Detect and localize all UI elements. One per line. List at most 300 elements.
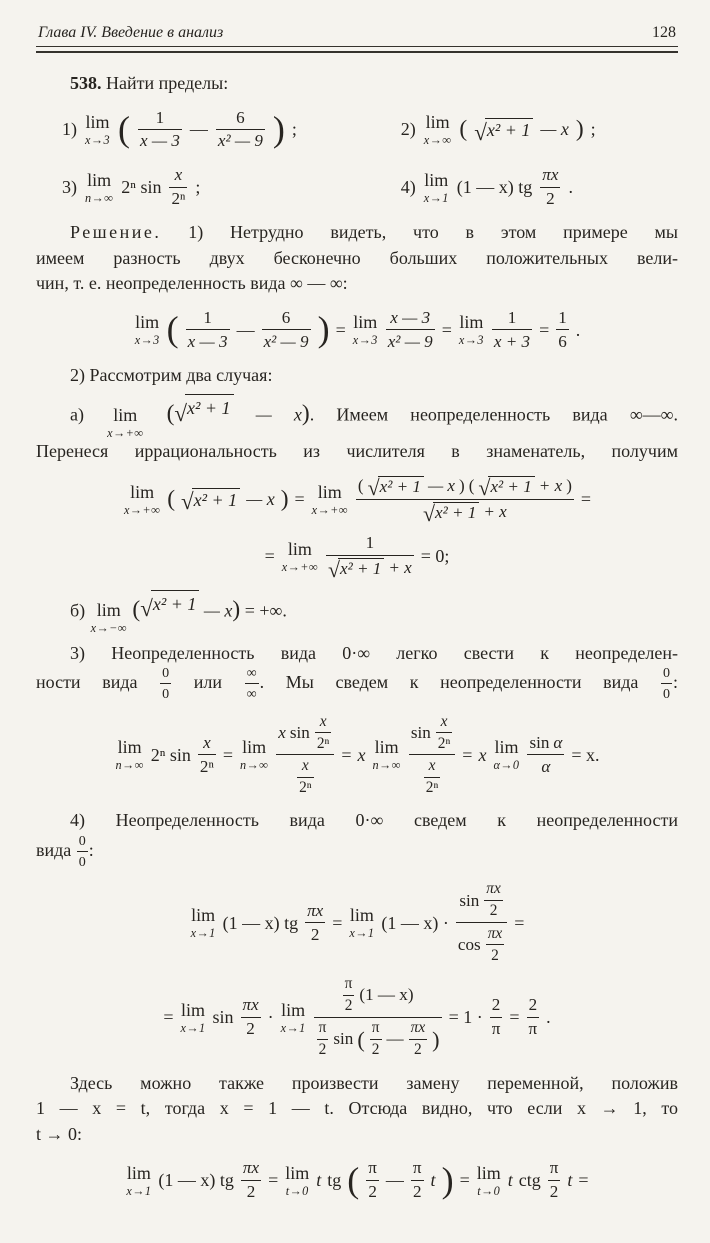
problem-3 (62, 166, 401, 208)
lim-word: lim (374, 737, 399, 758)
frac-num (276, 714, 334, 752)
limit-operator (124, 483, 160, 516)
equals: = (341, 744, 352, 765)
fraction (343, 976, 355, 1014)
frac-den: ∞ (246, 685, 257, 702)
sin-fn: sin (410, 722, 431, 742)
fraction (216, 109, 265, 151)
punct: : (673, 672, 679, 693)
lim-word: lim (424, 169, 449, 190)
equation-4-line-2 (36, 976, 678, 1059)
fraction (411, 1159, 424, 1201)
math-token: = +∞. (244, 600, 287, 621)
equals: = (578, 1170, 589, 1191)
ctg-fn: ctg (518, 1170, 541, 1191)
equation-4-line-1 (36, 881, 678, 964)
fraction (492, 309, 532, 351)
right-paren: ) (232, 596, 241, 623)
sqrt-body: x² + 1 (378, 476, 424, 496)
equation-3 (36, 714, 678, 797)
frac-den (314, 1020, 442, 1058)
sqrt-radical (367, 475, 424, 500)
limit-operator (85, 113, 110, 146)
text: . Имеем неопределенность вида ∞—∞. (309, 404, 678, 425)
problem-title: Найти пределы: (106, 73, 229, 93)
limit-operator (493, 738, 519, 771)
frac-num: 1 (203, 307, 212, 327)
math-token: — x (540, 118, 569, 139)
lim-subscript: x→1 (280, 1020, 306, 1035)
frac-den: x — 3 (187, 331, 228, 351)
lim-word: lim (281, 999, 306, 1020)
equation-2-line-2 (36, 533, 678, 582)
frac-den: 2ⁿ (437, 734, 451, 752)
text: или (193, 672, 222, 693)
frac-bar (556, 329, 569, 330)
limit-operator (107, 406, 143, 439)
frac-num: πx (410, 1019, 426, 1037)
minus-op: — (385, 1170, 404, 1191)
lim-word: lim (317, 481, 342, 502)
fraction (409, 714, 455, 797)
frac-bar (216, 129, 265, 130)
frac-bar (548, 1180, 561, 1181)
right-paren: ) (459, 476, 465, 496)
sqrt-radical (327, 557, 384, 582)
fraction (424, 758, 441, 796)
text-line: Перенеся иррациональность из числителя в знаменатель, получим (36, 440, 678, 461)
fraction (186, 309, 230, 351)
fraction (661, 666, 672, 701)
tg-fn: tg (327, 1170, 342, 1191)
frac-den (421, 758, 444, 796)
limit-operator (373, 738, 401, 771)
frac-den (326, 557, 414, 582)
frac-den: 2 (371, 1041, 380, 1059)
math-token: (1 — x) (359, 985, 414, 1005)
sqrt-radical (423, 501, 479, 526)
math-token: — x (203, 600, 233, 621)
frac-num: ∞ (246, 665, 257, 682)
math-token: = 0; (420, 546, 450, 567)
equals: = (509, 1007, 520, 1028)
frac-bar (661, 683, 672, 684)
limit-operator (459, 313, 484, 346)
lim-word: lim (494, 737, 519, 758)
fraction (276, 714, 334, 797)
frac-num: πx (487, 924, 503, 942)
frac-den: x² — 9 (387, 331, 433, 351)
frac-bar (356, 499, 574, 500)
sqrt-sign: √ (174, 399, 188, 426)
frac-bar (409, 754, 455, 755)
frac-den: 2ⁿ (425, 779, 439, 797)
math-token: = x. (571, 744, 600, 765)
frac-bar (262, 329, 311, 330)
limit-operator (135, 313, 160, 346)
frac-num: πx (242, 1158, 260, 1178)
frac-num: x (203, 733, 211, 753)
frac-bar (305, 922, 325, 923)
punct: . (575, 319, 581, 340)
frac-den: 2 (368, 1182, 377, 1202)
text-line: имеем разность двух бесконечно больших положительных вели- (36, 247, 678, 268)
frac-bar (169, 187, 187, 188)
math-token: x (278, 722, 286, 742)
left-paren: ( (357, 476, 364, 496)
lim-word: lim (242, 737, 267, 758)
sqrt-radical (181, 488, 240, 515)
lim-word: lim (126, 1162, 151, 1183)
frac-den: 2 (344, 997, 353, 1015)
frac-bar (314, 1017, 442, 1018)
frac-den: 2ⁿ (199, 756, 214, 776)
frac-num: 1 (365, 533, 375, 553)
sqrt-body: x² + 1 (151, 590, 200, 618)
frac-num: π (344, 974, 353, 992)
frac-den: α (541, 756, 551, 776)
lim-subscript: n→∞ (240, 758, 269, 773)
limit-operator (285, 1164, 309, 1197)
frac-num: x (440, 712, 448, 730)
sqrt-body: x² + 1 (338, 558, 384, 578)
right-paren: ) (566, 476, 572, 496)
frac-den: 2 (318, 1041, 327, 1059)
frac-num: 0 (162, 665, 170, 682)
fraction (160, 666, 171, 701)
punct: ; (590, 118, 596, 139)
lim-subscript: x→3 (85, 132, 110, 147)
solution-paragraph-5 (36, 1071, 678, 1148)
equals: = (580, 489, 592, 510)
fraction (540, 166, 560, 208)
frac-num: x (301, 756, 309, 774)
lim-subscript: α→0 (493, 758, 520, 773)
frac-bar (436, 732, 453, 733)
left-paren: ( (117, 109, 130, 150)
lim-word: lim (425, 111, 450, 132)
fraction (456, 881, 507, 964)
math-token: — x (246, 489, 275, 510)
frac-bar (77, 851, 88, 852)
sin-fn: sin (529, 733, 550, 753)
fraction (262, 309, 311, 351)
frac-num (409, 714, 455, 752)
frac-num: π (368, 1158, 377, 1178)
frac-num (340, 976, 416, 1014)
fraction (484, 881, 503, 919)
frac-bar (241, 1180, 261, 1181)
lim-word: lim (96, 600, 121, 621)
limit-operator (424, 171, 449, 204)
equals: = (441, 319, 452, 340)
lim-subscript: t→0 (477, 1183, 501, 1198)
frac-den: 2 (546, 189, 555, 209)
limit-operator (115, 738, 143, 771)
equals: = (332, 912, 343, 933)
math-token: — x (427, 476, 456, 496)
problem-2-label: 2) (400, 118, 416, 139)
sqrt-sign: √ (474, 118, 487, 145)
frac-bar (424, 777, 441, 778)
frac-den: π (528, 1019, 538, 1039)
lim-word: lim (180, 999, 205, 1020)
fraction (366, 1159, 379, 1201)
frac-den: 2 (489, 902, 498, 920)
frac-num: 6 (236, 107, 245, 127)
limit-operator (240, 738, 268, 771)
minus-op: — (386, 1029, 404, 1049)
equation-5 (36, 1159, 678, 1201)
punct: : (88, 839, 94, 860)
limit-operator (126, 1164, 151, 1197)
frac-num: π (371, 1019, 380, 1037)
case-a-paragraph (36, 394, 678, 464)
equals: = (268, 1170, 279, 1191)
sin-fn: sin (459, 890, 480, 910)
frac-num: x (319, 712, 327, 730)
lim-word: lim (349, 905, 374, 925)
frac-den: 2 (491, 946, 499, 964)
right-paren: ) (280, 485, 289, 512)
left-paren: ( (459, 116, 468, 143)
math-token: 2ⁿ sin (121, 176, 162, 197)
right-paren: ) (272, 109, 285, 150)
limit-operator (91, 601, 127, 634)
fraction (138, 109, 182, 151)
lim-subscript: x→1 (180, 1020, 206, 1035)
frac-num: 1 (507, 307, 517, 327)
frac-bar (317, 1039, 329, 1040)
fraction (314, 976, 442, 1059)
lim-word: lim (130, 481, 155, 502)
fraction (315, 714, 332, 752)
fraction (527, 996, 540, 1038)
left-paren: ( (166, 309, 179, 350)
frac-num: 6 (281, 307, 291, 327)
frac-bar (241, 1017, 261, 1018)
sin-fn: sin (289, 722, 310, 742)
case-a-label: а) (70, 404, 84, 425)
frac-bar (315, 732, 332, 733)
cos-fn: cos (457, 934, 481, 954)
sqrt-sign: √ (181, 488, 194, 515)
frac-num: πx (542, 165, 559, 185)
sqrt-radical (474, 118, 533, 145)
frac-bar (370, 1039, 382, 1040)
solution-paragraph-1 (36, 220, 678, 297)
lim-subscript: x→1 (126, 1183, 152, 1198)
left-paren: ( (468, 476, 475, 496)
left-paren: ( (347, 1159, 360, 1200)
problem-statement (36, 71, 678, 97)
frac-num: π (412, 1158, 422, 1178)
lim-word: lim (285, 1162, 310, 1183)
limit-operator (353, 313, 378, 346)
text-line: чин, т. е. неопределенность вида ∞ — ∞: (36, 273, 348, 294)
right-paren: ) (575, 116, 584, 143)
frac-bar (490, 1017, 503, 1018)
text: ности вида (36, 672, 138, 693)
math-token: (1 — x) tg (222, 912, 299, 933)
frac-bar (245, 683, 259, 684)
frac-num: 1 (558, 307, 567, 327)
equation-1 (36, 309, 678, 351)
fraction (370, 1020, 382, 1058)
frac-bar (527, 1017, 540, 1018)
math-token: t (507, 1170, 513, 1191)
lim-word: lim (191, 905, 216, 925)
sqrt-sign: √ (367, 475, 380, 500)
right-paren: ) (432, 1026, 440, 1052)
limit-operator (424, 113, 452, 146)
sqrt-sign: √ (140, 595, 153, 622)
frac-num: 2 (528, 995, 538, 1015)
frac-num (527, 734, 564, 752)
lim-word: lim (113, 404, 138, 425)
math-token: + x (538, 476, 563, 496)
fraction (241, 996, 261, 1038)
fraction (486, 926, 505, 964)
fraction (326, 533, 414, 582)
frac-den: 2 (412, 1182, 422, 1202)
lim-subscript: x→+∞ (107, 425, 144, 440)
fraction (77, 834, 88, 869)
fraction (490, 996, 503, 1038)
frac-bar (297, 777, 314, 778)
lim-subscript: x→−∞ (90, 621, 127, 636)
limit-operator (85, 171, 113, 204)
frac-den: 0 (663, 685, 671, 702)
minus-op: — (236, 319, 255, 340)
text-line (36, 834, 678, 869)
frac-den: x — 3 (139, 131, 180, 151)
frac-den: 2 (549, 1182, 559, 1202)
dot-op: · (267, 1007, 274, 1028)
punct: ; (291, 118, 297, 139)
problem-number: 538. (70, 73, 102, 93)
math-token: (1 — x) tg (158, 1170, 234, 1191)
frac-den: 6 (558, 331, 567, 351)
frac-num: πx (242, 995, 259, 1015)
problems-grid (36, 109, 678, 209)
fraction (409, 1020, 428, 1058)
lim-subscript: x→+∞ (311, 502, 348, 517)
fraction (548, 1159, 561, 1201)
text: 1) Нетрудно видеть, что в этом примере мы (188, 222, 679, 243)
frac-bar (409, 1039, 428, 1040)
fraction (297, 758, 314, 796)
sqrt-sign: √ (478, 475, 491, 500)
sqrt-body: x² + 1 (185, 394, 234, 422)
text-line: Здесь можно также произвести замену переменной, положив (70, 1072, 678, 1093)
solution-paragraph-4 (36, 808, 678, 869)
lim-subscript: n→∞ (115, 758, 144, 773)
sqrt-body: x² + 1 (488, 476, 534, 496)
frac-den (294, 758, 317, 796)
frac-den: 2 (414, 1041, 422, 1059)
frac-den: 2 (246, 1182, 256, 1202)
lim-subscript: x→3 (352, 333, 378, 348)
frac-bar (186, 329, 230, 330)
frac-den: 2 (310, 924, 320, 944)
fraction (556, 309, 569, 351)
problem-1 (62, 109, 401, 151)
equals: = (264, 546, 275, 567)
equation-2-line-1 (36, 475, 678, 526)
fraction (241, 1159, 261, 1201)
frac-den: 2ⁿ (171, 189, 186, 209)
lim-subscript: x→+∞ (281, 559, 318, 574)
frac-bar (343, 995, 355, 996)
solution-paragraph-3 (36, 641, 678, 702)
right-paren: ) (317, 309, 330, 350)
frac-den: x² — 9 (263, 331, 309, 351)
frac-bar (486, 944, 505, 945)
math-token: α (553, 733, 563, 753)
header-rule (36, 47, 678, 53)
problem-3-label: 3) (62, 176, 77, 197)
lim-word: lim (87, 169, 112, 190)
frac-den (456, 926, 507, 964)
math-token: + x (388, 558, 412, 578)
left-paren: ( (132, 596, 141, 623)
page-header (36, 24, 678, 47)
frac-den: x² — 9 (217, 131, 263, 151)
sin-fn: sin (212, 1007, 234, 1028)
lim-subscript: t→0 (285, 1183, 309, 1198)
equals: = (294, 489, 305, 510)
sqrt-body: x² + 1 (433, 502, 479, 522)
frac-num: 1 (155, 107, 165, 127)
frac-bar (160, 683, 171, 684)
sqrt-radical (140, 590, 199, 622)
punct: ; (195, 176, 201, 197)
lim-word: lim (353, 312, 378, 333)
math-token: t (430, 1170, 436, 1191)
math-token: 2ⁿ sin (150, 744, 191, 765)
text-line (36, 220, 678, 246)
lim-word: lim (85, 111, 110, 132)
frac-num: x (428, 756, 436, 774)
fraction (436, 714, 453, 752)
math-token: (1 — x) · (381, 912, 449, 933)
text: . Мы сведем к неопределенности вида (259, 672, 639, 693)
lim-subscript: n→∞ (372, 758, 401, 773)
frac-bar (326, 555, 414, 556)
fraction (356, 475, 574, 526)
lim-subscript: x→+∞ (123, 502, 161, 517)
lim-word: lim (135, 312, 160, 333)
frac-bar (456, 922, 507, 923)
sqrt-body: x² + 1 (192, 488, 241, 510)
equals: = (459, 1170, 470, 1191)
left-paren: ( (166, 400, 175, 427)
case-b-line (36, 590, 678, 635)
right-paren: ) (441, 1159, 454, 1200)
frac-num: x — 3 (390, 307, 431, 327)
fraction (169, 166, 187, 208)
frac-bar (386, 329, 435, 330)
math-token: — x (255, 404, 302, 425)
text-line: 3) Неопределенность вида 0·∞ легко свести к неопределен- (70, 642, 678, 663)
lim-word: lim (287, 538, 312, 559)
math-token: = 1 · (448, 1007, 483, 1028)
lim-word: lim (459, 312, 484, 333)
equals: = (462, 744, 473, 765)
limit-operator (281, 1001, 306, 1034)
fraction (527, 734, 564, 776)
